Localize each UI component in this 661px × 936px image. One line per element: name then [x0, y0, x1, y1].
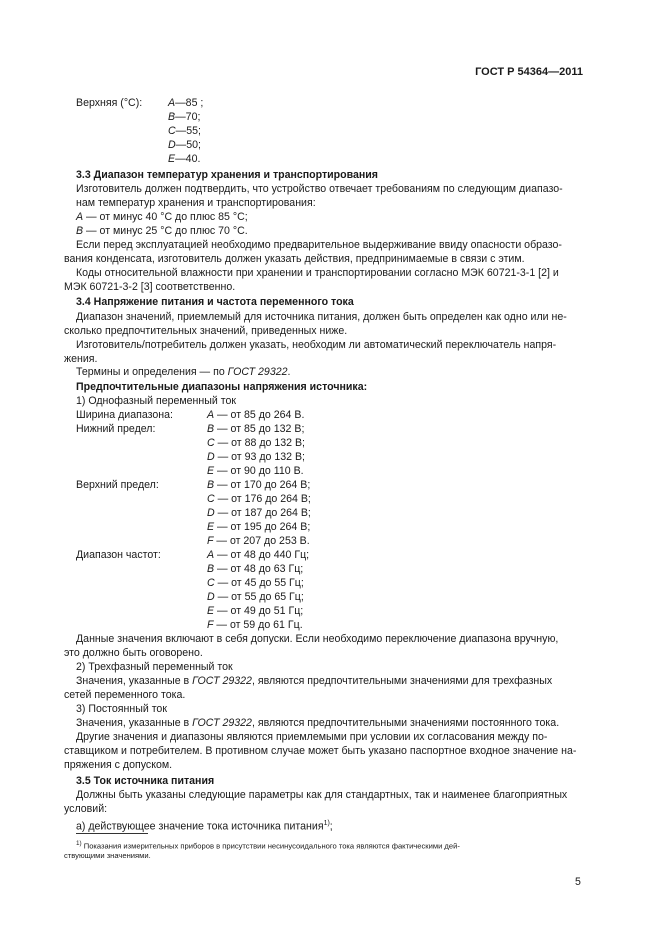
paragraph-line: МЭК 60721-3-2 [3] соответственно.: [64, 281, 236, 293]
range-value: C — от 88 до 132 В;: [207, 437, 305, 449]
footnote-line: ствующими значениями.: [64, 851, 151, 860]
label-lower-limit: Нижний предел:: [76, 423, 156, 435]
range-value: E — от 195 до 264 В;: [207, 521, 311, 533]
temp-value: B—70;: [168, 111, 201, 123]
range-value: B — от 85 до 132 В;: [207, 423, 305, 435]
range-value: E — от 49 до 51 Гц;: [207, 605, 304, 617]
footnote-line: $^{1)}$ Показания измерительных приборов в присутствии несинусоидального тока являются фактическими дей-: [76, 840, 460, 851]
list-item-single-phase: 1) Однофазный переменный ток: [76, 395, 236, 407]
paragraph-line: Значения, указанные в ГОСТ 29322, являются предпочтительными значениями постоянного тока.: [76, 717, 560, 729]
paragraph-line: Коды относительной влажности при хранении и транспортировании согласно МЭК 60721-3-1 [2] и: [76, 267, 559, 279]
list-item-a: а) действующее значение тока источника питания$^{1)}$;: [76, 820, 333, 833]
temp-value: D—50;: [168, 139, 201, 151]
range-value: E — от 90 до 110 В.: [207, 465, 304, 477]
subheading-preferred-ranges: Предпочтительные диапазоны напряжения источника:: [76, 381, 368, 393]
paragraph-line: B — от минус 25 °С до плюс 70 °С.: [76, 225, 248, 237]
range-value: D — от 55 до 65 Гц;: [207, 591, 304, 603]
paragraph-line: это должно быть оговорено.: [64, 647, 203, 659]
list-item-direct-current: 3) Постоянный ток: [76, 703, 167, 715]
paragraph-line: Термины и определения — по ГОСТ 29322.: [76, 366, 291, 378]
range-value: A — от 85 до 264 В.: [207, 409, 305, 421]
range-value: F — от 59 до 61 Гц.: [207, 619, 303, 631]
paragraph-line: A — от минус 40 °С до плюс 85 °С;: [76, 211, 248, 223]
paragraph-line: нам температур хранения и транспортирования:: [76, 197, 316, 209]
page-header: ГОСТ Р 54364—2011: [475, 66, 583, 78]
label-upper-temp: Верхняя (°С):: [76, 97, 143, 109]
paragraph-line: вания конденсата, изготовитель должен указать действия, предпринимаемые в связи с этим.: [64, 253, 525, 265]
paragraph-line: Если перед эксплуатацией необходимо предварительное выдерживание ввиду опасности образо-: [76, 239, 562, 251]
paragraph-line: пряжения с допуском.: [64, 759, 173, 771]
paragraph-line: Диапазон значений, приемлемый для источника питания, должен быть определен как одно или не-: [76, 311, 567, 323]
label-range-width: Ширина диапазона:: [76, 409, 173, 421]
paragraph-line: Изготовитель/потребитель должен указать, необходим ли автоматический переключатель напря-: [76, 339, 557, 351]
paragraph-line: жения.: [64, 353, 98, 365]
range-value: D — от 93 до 132 В;: [207, 451, 305, 463]
section-heading-3-4: 3.4 Напряжение питания и частота переменного тока: [76, 296, 354, 308]
section-heading-3-3: 3.3 Диапазон температур хранения и транспортирования: [76, 169, 378, 181]
label-upper-limit: Верхний предел:: [76, 479, 159, 491]
paragraph-line: условий:: [64, 803, 108, 815]
paragraph-line: Другие значения и диапазоны являются приемлемыми при условии их согласования между по-: [76, 731, 548, 743]
range-value: D — от 187 до 264 В;: [207, 507, 311, 519]
range-value: B — от 48 до 63 Гц;: [207, 563, 304, 575]
range-value: C — от 176 до 264 В;: [207, 493, 311, 505]
temp-value: E—40.: [168, 153, 201, 165]
paragraph-line: Данные значения включают в себя допуски. Если необходимо переключение диапазона вручную,: [76, 633, 559, 645]
list-item-three-phase: 2) Трехфазный переменный ток: [76, 661, 233, 673]
page-number: 5: [575, 876, 581, 888]
paragraph-line: сколько предпочтительных значений, приведенных ниже.: [64, 325, 348, 337]
label-frequency-range: Диапазон частот:: [76, 549, 161, 561]
range-value: B — от 170 до 264 В;: [207, 479, 311, 491]
paragraph-line: ставщиком и потребителем. В противном случае может быть указано паспортное входное значение на-: [64, 745, 577, 757]
temp-value: A—85 ;: [168, 97, 204, 109]
paragraph-line: Должны быть указаны следующие параметры как для стандартных, так и наименее благоприятных: [76, 789, 568, 801]
temp-value: C—55;: [168, 125, 201, 137]
paragraph-line: Значения, указанные в ГОСТ 29322, являются предпочтительными значениями для трехфазных: [76, 675, 553, 687]
paragraph-line: Изготовитель должен подтвердить, что устройство отвечает требованиям по следующим диапазо-: [76, 183, 563, 195]
range-value: F — от 207 до 253 В.: [207, 535, 310, 547]
footnote-divider: [76, 833, 148, 834]
section-heading-3-5: 3.5 Ток источника питания: [76, 775, 215, 787]
range-value: A — от 48 до 440 Гц;: [207, 549, 310, 561]
paragraph-line: сетей переменного тока.: [64, 689, 186, 701]
range-value: C — от 45 до 55 Гц;: [207, 577, 304, 589]
